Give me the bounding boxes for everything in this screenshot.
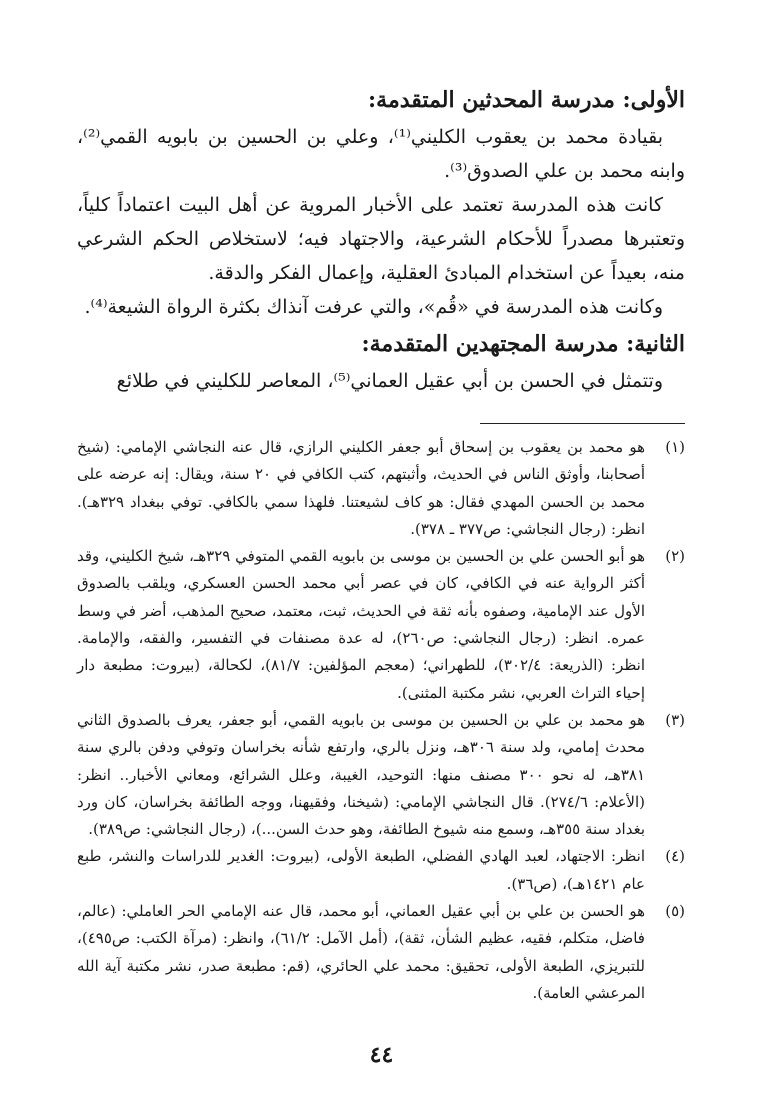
footnote-text: هو الحسن بن علي بن أبي عقيل العماني، أبو محمد، قال عنه الإمامي الحر العاملي: (عالم، فاضل، متكلم، فقيه، عظيم الشأن، ثقة)، (أمل الآمل: ٦١/٢)، وانظر: (مرآة الكتب: ص٤٩٥)، للتبريزي، الطبعة الأولى، تحقيق: محمد علي الحائري، (قم: مطبعة صدر، نشر مكتبة آية الله المرعشي العامة). [77,902,645,1002]
section2-heading: الثانية: مدرسة المجتهدين المتقدمة: [361,331,685,357]
footnotes [77,434,685,1007]
footnote-text: هو أبو الحسن علي بن الحسين بن موسى بن بابويه القمي المتوفي ٣٢٩هـ، شيخ الكليني، وقد أكثر الرواية عنه في الكافي، كان في عصر أبي محمد الحسن العسكري، ويلقب بالصدوق الأول عند الإمامية، وصفوه بأنه ثقة في الحديث، ثبت، معتمد، صحيح المذهب، أضر في وسط عمره. انظر: (رجال النجاشي: ص٢٦٠)، له عدة مصنفات في التفسير، والفقه، والإمامة. انظر: (الذريعة: ٣٠٢/٤)، للطهراني؛ (معجم المؤلفين: ٨١/٧)، لكحالة، (بيروت: مطبعة دار إحياء التراث العربي، نشر مكتبة المثنى). [77,547,645,702]
footnote-separator [480,423,685,424]
section1-paragraph-3: وكانت هذه المدرسة في «قُم»، والتي عرفت آنذاك بكثرة الرواة الشيعة⁽⁴⁾. [84,296,663,318]
footnote-text: هو محمد بن علي بن الحسين بن موسى بن بابويه القمي، أبو جعفر، يعرف بالصدوق الثاني محدث إمامي، ولد سنة ٣٠٦هـ، ونزل بالري، وارتفع شأنه بخراسان وتوفي ودفن بالري سنة ٣٨١هـ، له نحو ٣٠٠ مصنف منها: التوحيد، الغيبة، وعلل الشرائع، ومعاني الأخبار.. انظر: (الأعلام: ٢٧٤/٦). قال النجاشي الإمامي: (شيخنا، وفقيهنا، ووجه الطائفة بخراسان، كان ورد بغداد سنة ٣٥٥هـ، وسمع منه شيوخ الطائفة، وهو حدث السن...)، (رجال النجاشي: ص٣٨٩). [77,710,646,839]
page-number: ٤٤ [369,1042,394,1068]
footnote [77,898,685,1007]
footnote [77,707,685,843]
footnote [77,543,685,707]
section1-paragraph-2: كانت هذه المدرسة تعتمد على الأخبار المروية عن أهل البيت اعتماداً كلياً، وتعتبرها مصدراً للأحكام الشرعية، والاجتهاد فيه؛ لاستخلاص الحكم الشرعي منه، بعيداً عن استخدام المبادئ العقلية، وإعمال الفكر والدقة. [77,194,685,284]
footnote-number: (٤) [665,847,685,866]
section1-paragraph-1: بقيادة محمد بن يعقوب الكليني⁽¹⁾، وعلي بن الحسين بن بابويه القمي⁽²⁾، وابنه محمد بن علي الصدوق⁽³⁾. [77,126,685,182]
section2-paragraph-1: وتتمثل في الحسن بن أبي عقيل العماني⁽⁵⁾، المعاصر للكليني في طلائع [116,370,663,392]
section1-heading: الأولى: مدرسة المحدثين المتقدمة: [368,87,685,113]
footnote-number: (٥) [665,902,685,921]
footnote-number: (٢) [665,547,685,566]
footnote-number: (٣) [665,710,685,729]
footnote-text: انظر: الاجتهاد، لعبد الهادي الفضلي، الطبعة الأولى، (بيروت: الغدير للدراسات والنشر، طبع عام ١٤٢١هـ)، (ص٣٦). [77,847,645,893]
footnote [77,843,685,898]
footnote-text: هو محمد بن يعقوب بن إسحاق أبو جعفر الكليني الرازي، قال عنه النجاشي الإمامي: (شيخ أصحابنا، وأوثق الناس في الحديث، وأثبتهم، كتب الكافي في ٢٠ سنة، ويقال: إنه عرضه على محمد بن الحسن المهدي فقال: هو كاف لشيعتنا. فلهذا سمي بالكافي. توفي ببغداد ٣٢٩هـ). انظر: (رجال النجاشي: ص٣٧٧ ـ ٣٧٨). [77,438,645,538]
footnote-number: (١) [665,438,685,456]
main-text [77,80,685,398]
footnote [77,434,685,543]
